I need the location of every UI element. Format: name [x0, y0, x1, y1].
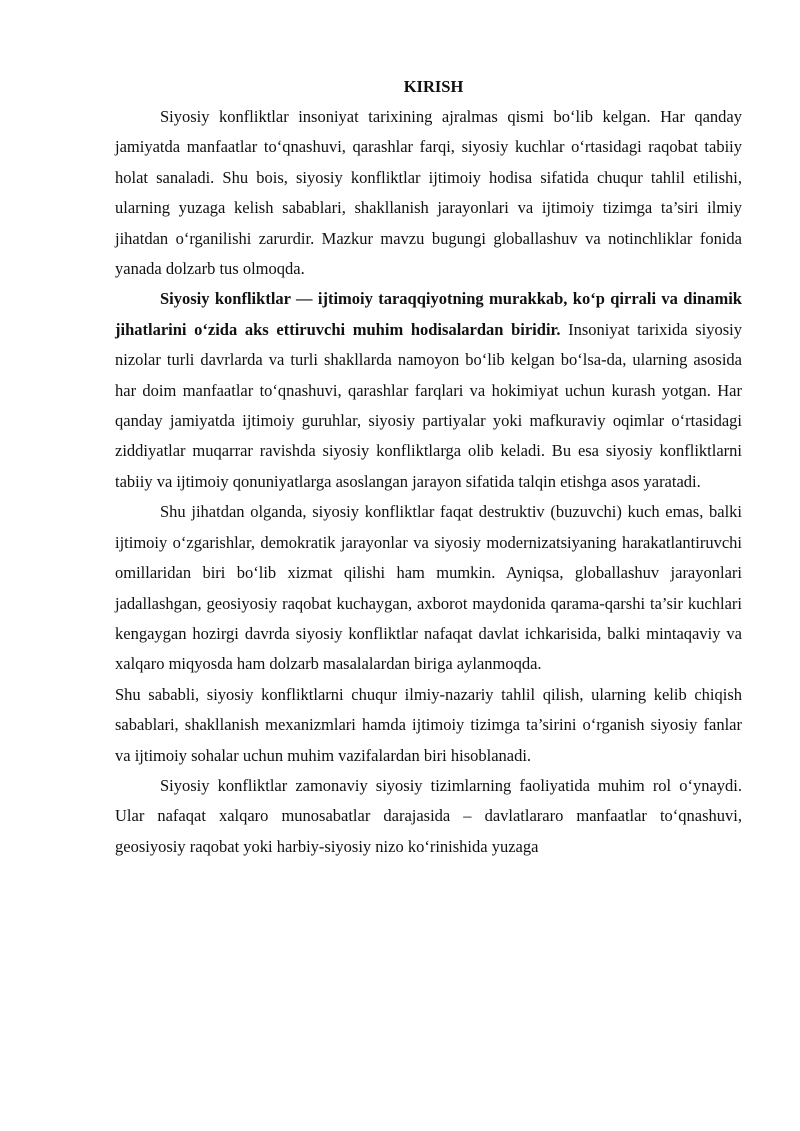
paragraph-2-bold-lead: Siyosiy konfliktlar — ijtimoiy taraqqiyotning murakkab, ko‘p qirrali va dinamik jihatlarini o‘zida aks ettiruvchi muhim hodisalardan biridir.: [115, 289, 742, 339]
paragraph-5: [115, 771, 742, 862]
page-title: KIRISH: [403, 77, 464, 96]
paragraph-1-text: Siyosiy konfliktlar insoniyat tarixining ajralmas qismi bo‘lib kelgan. Har qanday jamiyatda manfaatlar to‘qnashuvi, qarashlar farqi, siyosiy kuchlar o‘rtasidagi raqobat tabiiy holat sanaladi. Shu bois, siyosiy konfliktlar ijtimoiy hodisa sifatida chuqur tahlil etilishi, ularning yuzaga kelish sabablari, shakllanish jarayonlari va ijtimoiy tizimga ta’siri ilmiy jihatdan o‘rganilishi zarurdir. Mazkur mavzu bugungi globallashuv va notinchliklar fonida yanada dolzarb tus olmoqda.: [115, 107, 742, 279]
paragraph-3-text: Shu jihatdan olganda, siyosiy konfliktlar faqat destruktiv (buzuvchi) kuch emas, balki ijtimoiy o‘zgarishlar, demokratik jarayonlar va siyosiy modernizatsiyaning harakatlantiruvchi omillaridan biri bo‘lib xizmat qilishi ham mumkin. Ayniqsa, globallashuv jarayonlari jadallashgan, geosiyosiy raqobat kuchaygan, axborot maydonida qarama-qarshi ta’sir kuchlari kengaygan hozirgi davrda siyosiy konfliktlar nafaqat davlat ichkarisida, balki mintaqaviy va xalqaro miqyosda ham dolzarb masalalardan biriga aylanmoqda.: [115, 502, 742, 674]
paragraph-2-text: Insoniyat tarixida siyosiy nizolar turli davrlarda va turli shakllarda namoyon bo‘lib kelgan bo‘lsa-da, ularning asosida har doim manfaatlar to‘qnashuvi, qarashlar farqlari va hokimiyat uchun kurash yotgan. Har qanday jamiyatda ijtimoiy guruhlar, siyosiy partiyalar yoki mafkuraviy oqimlar o‘rtasidagi ziddiyatlar muqarrar ravishda siyosiy konfliktlarga olib keladi. Bu esa siyosiy konfliktlarni tabiiy va ijtimoiy qonuniyatlarga asoslangan jarayon sifatida talqin etishga asos yaratadi.: [115, 319, 742, 491]
document-page: [115, 72, 742, 862]
paragraph-1: [115, 102, 742, 284]
paragraph-4: [115, 680, 742, 771]
paragraph-2: [115, 284, 742, 497]
paragraph-4-text: Shu sababli, siyosiy konfliktlarni chuqur ilmiy-nazariy tahlil qilish, ularning kelib chiqish sabablari, shakllanish mexanizmlari hamda ijtimoiy tizimga ta’sirini o‘rganish siyosiy fanlar va ijtimoiy sohalar uchun muhim vazifalardan biri hisoblanadi.: [115, 684, 742, 765]
paragraph-5-text: Siyosiy konfliktlar zamonaviy siyosiy tizimlarning faoliyatida muhim rol o‘ynaydi. Ular nafaqat xalqaro munosabatlar darajasida – davlatlararo manfaatlar to‘qnashuvi, geosiyosiy raqobat yoki harbiy-siyosiy nizo ko‘rinishida yuzaga: [115, 775, 742, 856]
paragraph-3: [115, 497, 742, 679]
